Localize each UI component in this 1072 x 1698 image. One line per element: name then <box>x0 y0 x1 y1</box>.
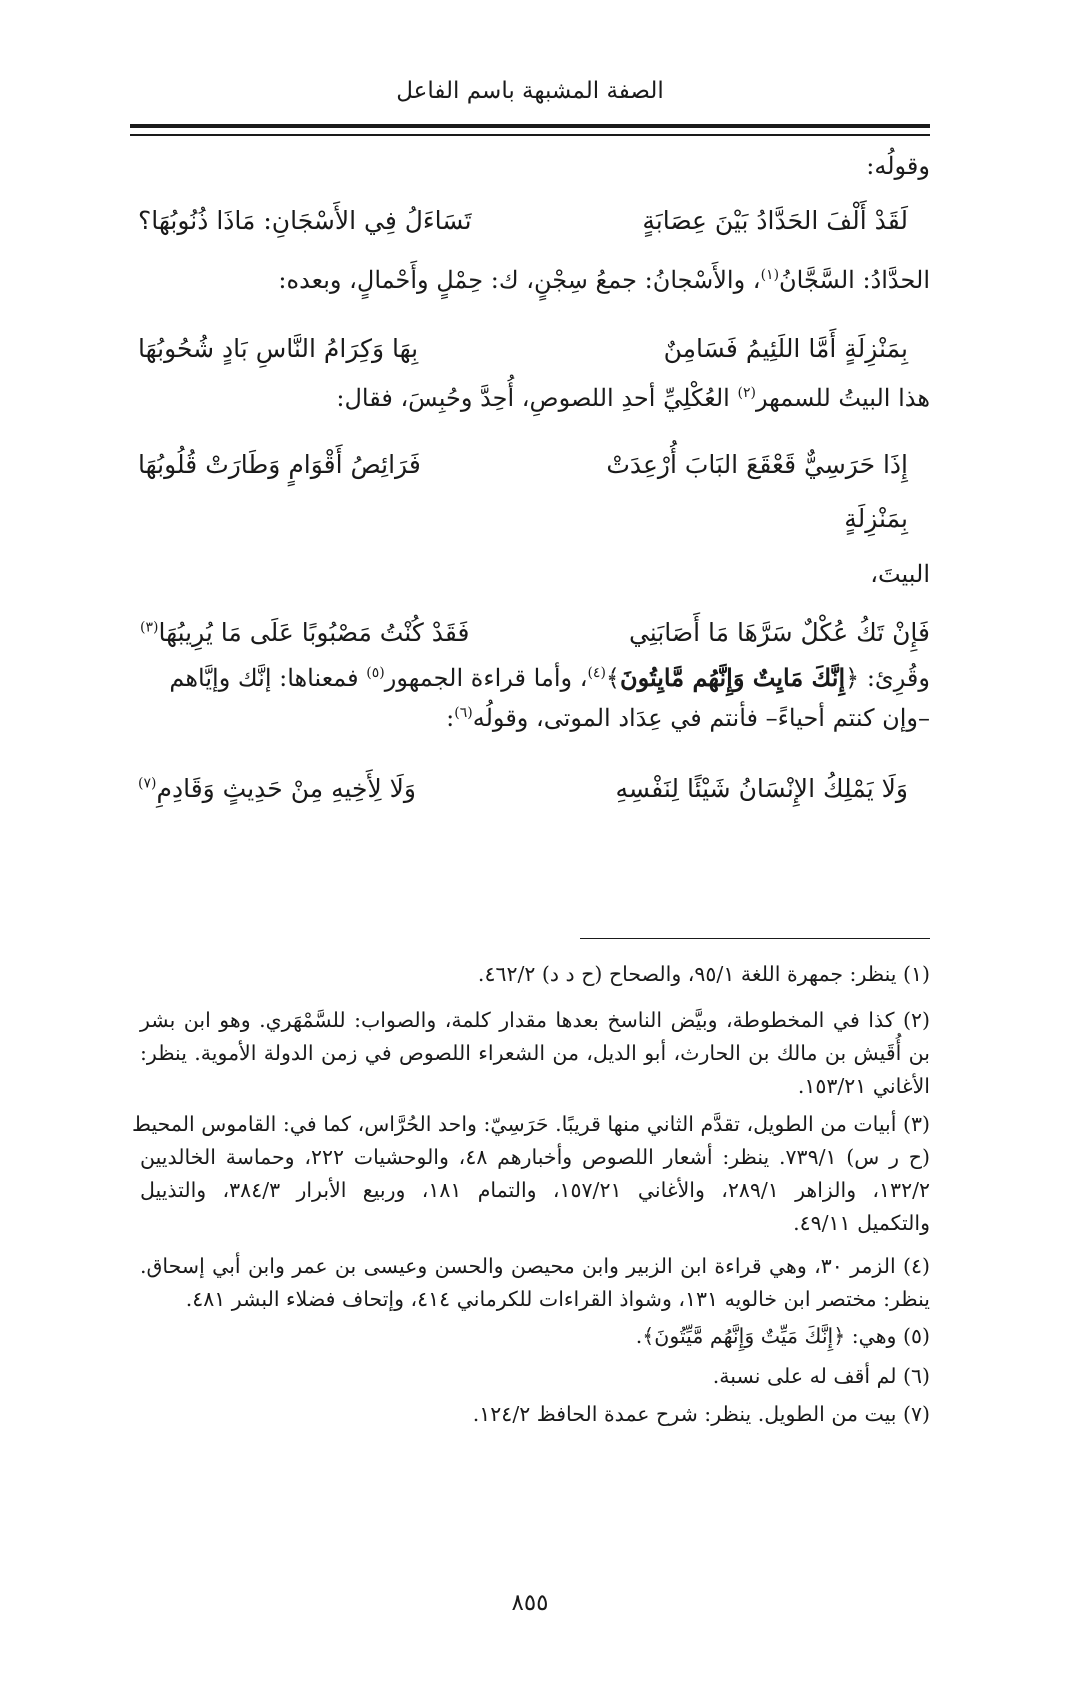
footnote-2-line-1: (٢) كذا في المخطوطة، وبيَّض الناسخ بعدها مقدار كلمة، والصواب: للسَّمْهَري. وهو ابن بشر <box>140 1008 930 1032</box>
footnote-7 <box>140 1398 930 1431</box>
qiraa-line-2 <box>140 700 930 736</box>
verse-5-second-hemistich: وَلَا لِأَخِيهِ مِنْ حَدِيثٍ وَقَادِمِ <box>156 774 417 803</box>
qiraa-text-c: ، وأما قراءة الجمهور <box>384 664 588 692</box>
gloss-2-text-a: هذا البيتُ للسمهر <box>755 384 930 412</box>
footnote-4-line-1: (٤) الزمر ٣٠، وهي قراءة ابن الزبير وابن محيصن والحسن وعيسى بن عمر وابن أبي إسحاق. <box>140 1254 930 1278</box>
verse-4-second-hemistich-wrap <box>140 614 469 652</box>
gloss-line-1 <box>140 262 930 298</box>
qiraa-text-b: ﴾ <box>605 664 620 692</box>
footnote-ref-1: (١) <box>760 267 780 283</box>
footnote-1-line-1: (١) ينظر: جمهرة اللغة ٩٥/١، والصحاح (ح د د) ٤٦٢/٢. <box>477 962 930 986</box>
footnote-ref-3: (٣) <box>140 619 159 636</box>
qiraa-line-1 <box>140 660 930 696</box>
footnote-ref-6: (٦) <box>454 705 473 721</box>
footnote-4 <box>140 1250 930 1316</box>
verse-2-second-hemistich: بِهَا وَكِرَامُ النَّاسِ بَادٍ شُحُوبُهَا <box>138 334 419 363</box>
footnote-2-line-2: بن أُقَيش بن مالك بن الحارث، أبو الديل، من الشعراء اللصوص في زمن الدولة الأموية. ينظر: <box>140 1041 930 1065</box>
verse-3-second-hemistich: فَرَائِصُ أَقْوَامٍ وَطَارَتْ قُلُوبُهَا <box>138 450 421 479</box>
verse-3-tail: بِمَنْزِلَةٍ <box>844 504 908 533</box>
qiraa-2-text-b: : <box>446 704 455 732</box>
quran-verse: إِنَّكَ مَايِتٌ وَإِنَّهُم مَّايِتُونَ <box>619 663 846 692</box>
footnote-4-line-2: ينظر: مختصر ابن خالويه ١٣١، وشواذ القراءات للكرماني ٤١٤، وإتحاف فضلاء البشر ٤٨١. <box>185 1287 930 1311</box>
footnote-3-line-4: والتكميل ٤٩/١١. <box>793 1211 930 1235</box>
verse-3-first-hemistich: إِذَا حَرَسِيٌّ قَعْقَعَ البَابَ أُرْعِدَتْ <box>606 450 908 479</box>
footnote-separator <box>580 938 930 939</box>
footnote-3-line-1: (٣) أبيات من الطويل، تقدَّم الثاني منها قريبًا. حَرَسِيّ: واحد الحُرَّاس، كما في: القاموس المحيط <box>132 1112 930 1136</box>
gloss-2-text-b: العُكْلِيِّ أحدِ اللصوصِ، أُحِدَّ وحُبِسَ، فقال: <box>336 384 738 412</box>
running-head: الصفة المشبهة باسم الفاعل <box>396 78 664 104</box>
qiraa-text-d: فمعناها: إنَّك وإيَّاهم <box>169 664 367 692</box>
footnote-3 <box>132 1108 930 1240</box>
verse-4-second-hemistich: فَقَدْ كُنْتُ مَصْبُوبًا عَلَى مَا يُرِيبُهَا <box>158 618 470 647</box>
verse-4-first-hemistich: فَإِنْ تَكُ عُكْلٌ سَرَّهَا مَا أَصَابَنِي <box>628 618 930 647</box>
footnote-6-line-1: (٦) لم أقف له على نسبة. <box>712 1364 930 1388</box>
footnote-ref-5: (٥) <box>366 665 385 681</box>
verse-5-second-hemistich-wrap <box>138 770 416 808</box>
header-rule-thick <box>130 124 930 128</box>
footnote-6 <box>140 1360 930 1393</box>
verse-5-first-hemistich: وَلَا يَمْلِكُ الإِنْسَانُ شَيْئًا لِنَفْسِهِ <box>615 774 908 803</box>
footnote-3-line-3: ١٣٢/٢، والزاهر ٢٨٩/١، والأغاني ١٥٧/٢١، والتمام ١٨١، وربيع الأبرار ٣٨٤/٣، والتذييل <box>140 1178 930 1202</box>
footnote-7-line-1: (٧) بيت من الطويل. ينظر: شرح عمدة الحافظ ١٢٤/٢. <box>472 1402 930 1426</box>
footnote-5-line-1: (٥) وهي: ﴿إِنَّكَ مَيِّتٌ وَإِنَّهُم مَّيِّتُونَ﴾. <box>635 1324 930 1348</box>
qiraa-2-text-a: –وإن كنتم أحياءً– فأنتم في عِدَاد الموتى، وقولُه <box>472 704 930 732</box>
footnote-2 <box>140 1004 930 1103</box>
qiraa-text-a: وقُرِئ: ﴿ <box>845 664 930 692</box>
gloss-1-text-b: ، والأَسْجانُ: جمعُ سِجْنٍ، ك: حِمْلٍ وأَحْمالٍ، وبعده: <box>278 266 761 294</box>
footnote-3-line-2: (ح ر س) ٧٣٩/١. ينظر: أشعار اللصوص وأخبارهم ٤٨، والوحشيات ٢٢٢، وحماسة الخالديين <box>140 1145 930 1169</box>
footnote-2-line-3: الأغاني ١٥٣/٢١. <box>797 1074 930 1098</box>
footnote-1 <box>140 958 930 991</box>
verse-1-second-hemistich: تَسَاءَلُ فِي الأَسْجَانِ: مَاذَا ذُنُوبُهَا؟ <box>138 206 472 235</box>
footnote-ref-7: (٧) <box>138 775 157 792</box>
footnote-ref-2: (٢) <box>737 385 756 401</box>
gloss-line-2 <box>140 380 930 416</box>
gloss-1-text-a: الحدَّادُ: السَّجَّانُ <box>779 266 930 294</box>
header-rule-thin <box>130 134 930 136</box>
page-number: ٨٥٥ <box>511 1590 549 1616</box>
verse-1-first-hemistich: لَقَدْ أَلْفَ الحَدَّادُ بَيْنَ عِصَابَةٍ <box>642 206 908 235</box>
bayt-line: البيتَ، <box>870 560 930 588</box>
footnote-ref-4: (٤) <box>587 665 606 681</box>
footnote-5 <box>140 1320 930 1353</box>
verse-2-first-hemistich: بِمَنْزِلَةٍ أَمَّا اللَئِيمُ فَسَامِنٌ <box>663 334 908 363</box>
intro-line: وقولُه: <box>866 152 930 180</box>
